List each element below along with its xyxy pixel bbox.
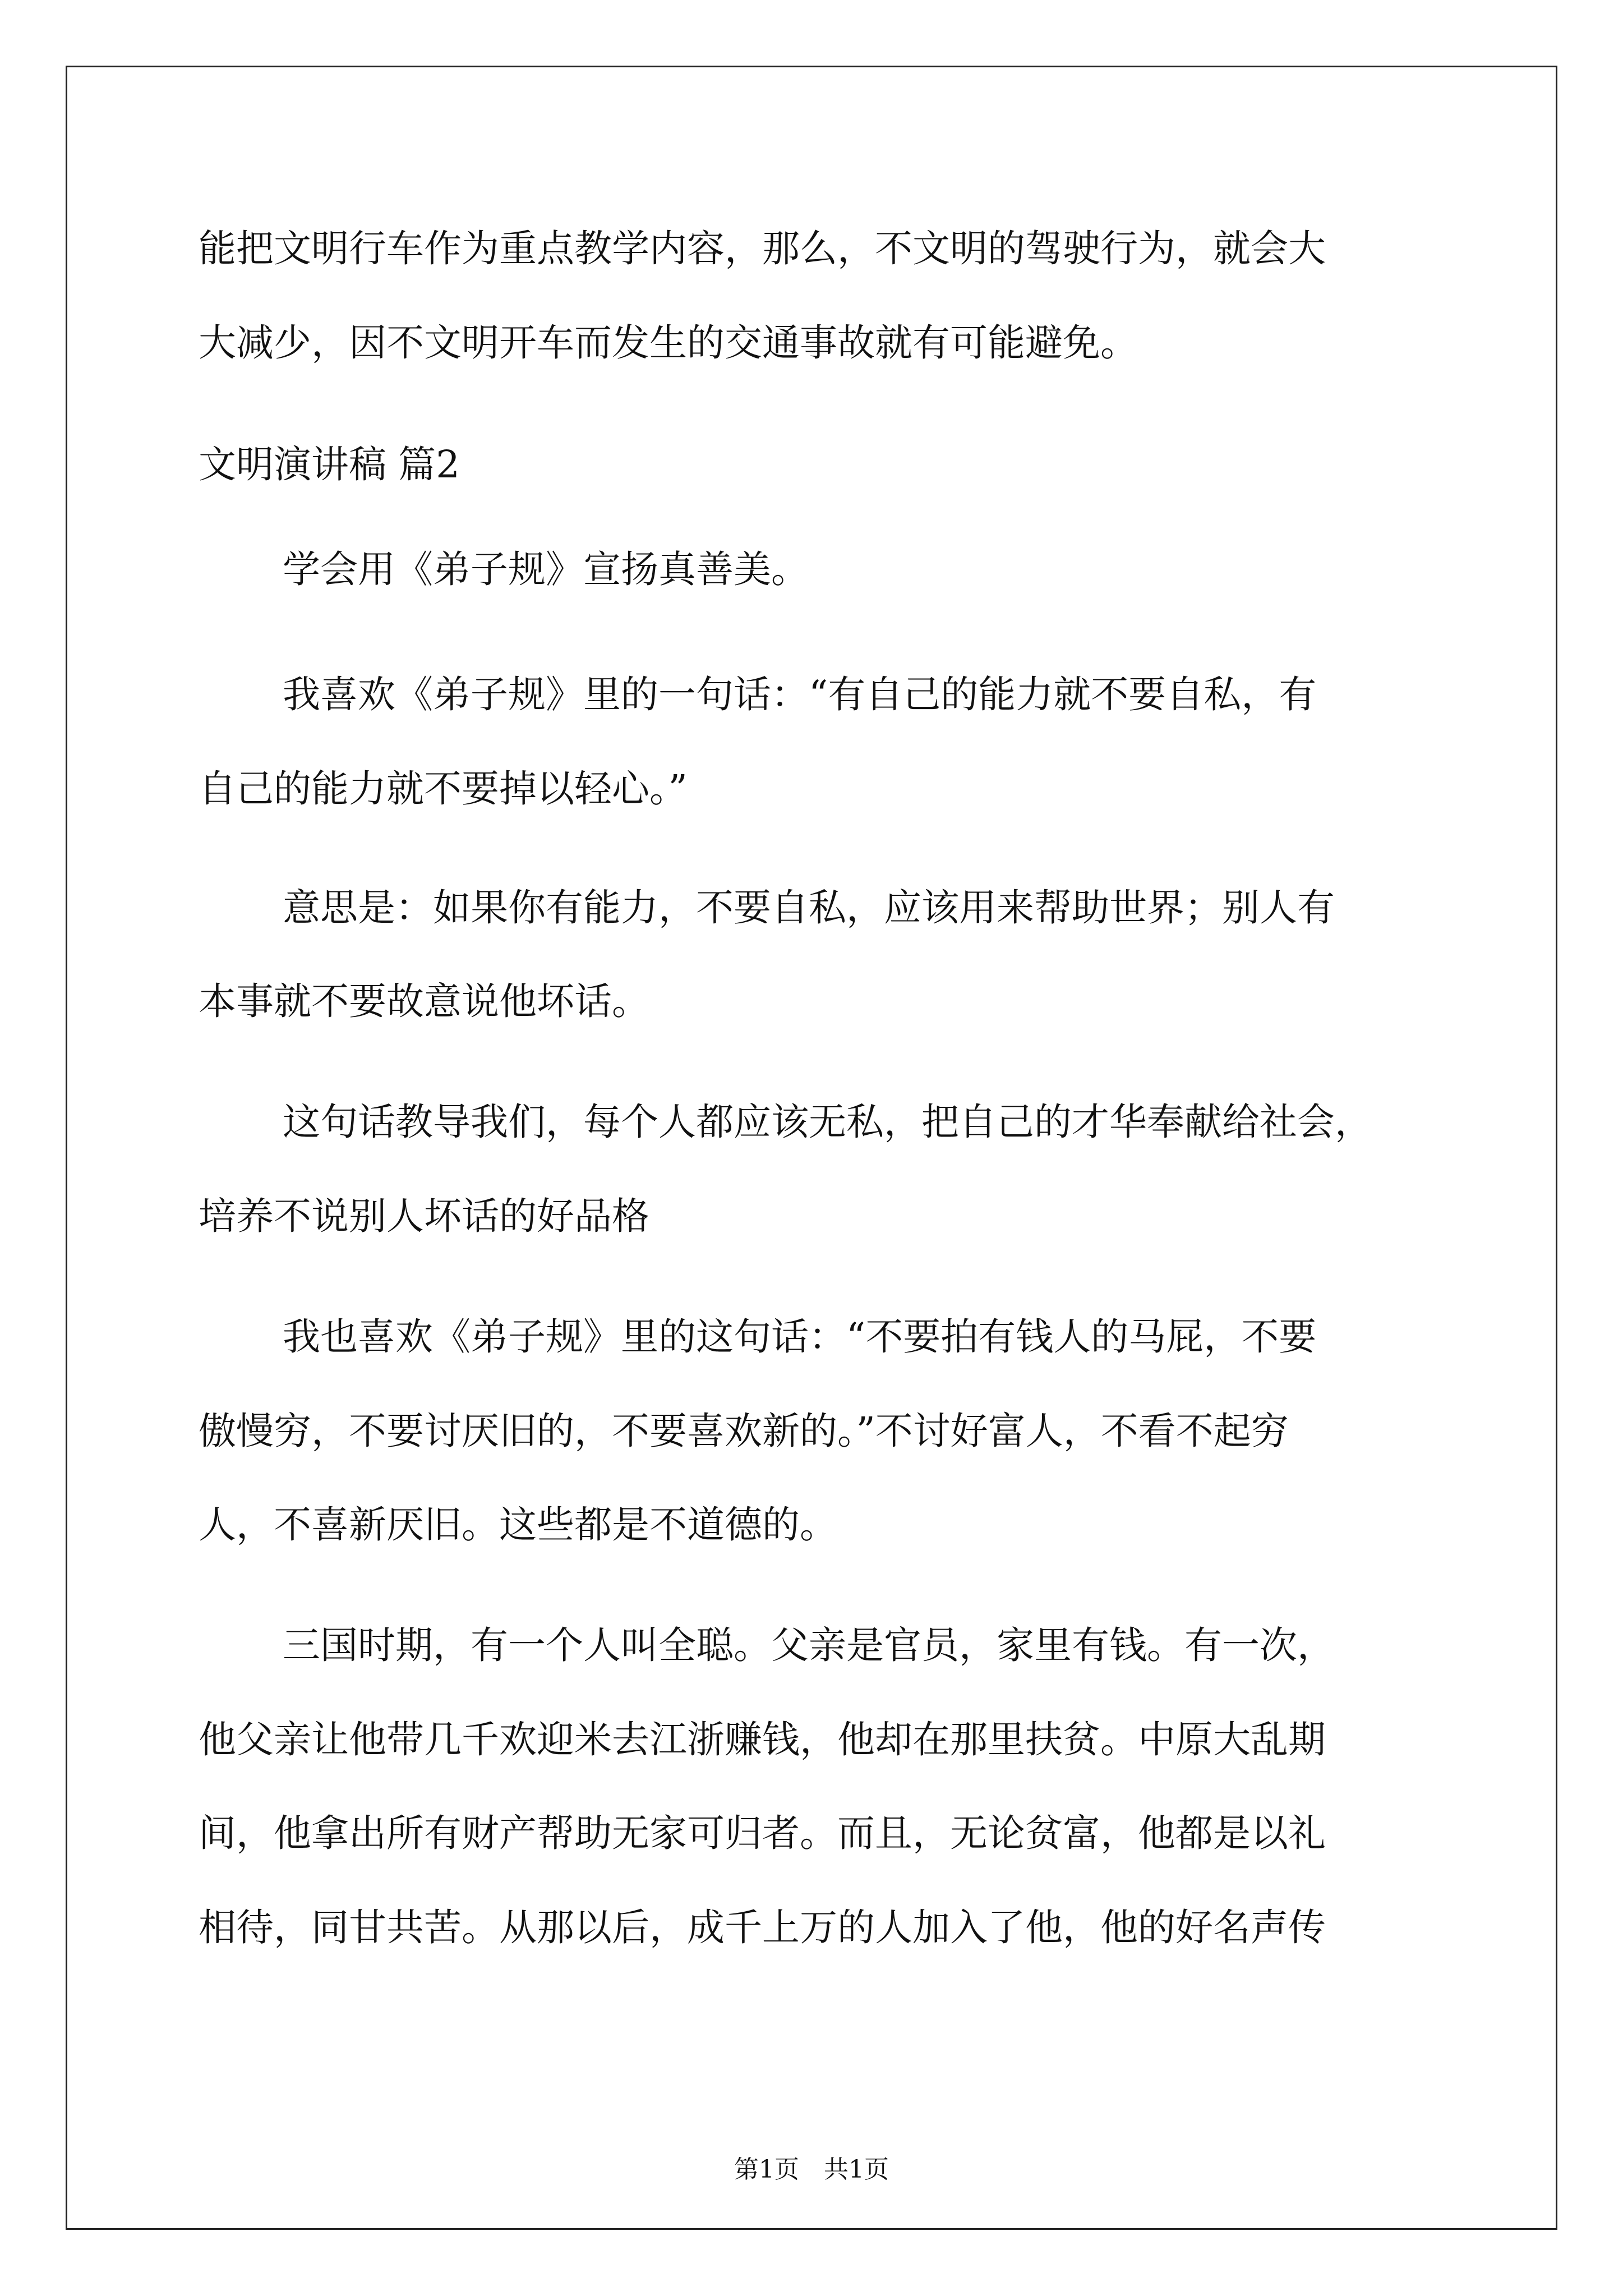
text-line-5: 我喜欢《弟子规》里的一句话：“有自己的能力就不要自私，有 bbox=[283, 673, 1317, 716]
text-line-12: 傲慢穷，不要讨厌旧的，不要喜欢新的。”不讨好富人，不看不起穷 bbox=[199, 1409, 1289, 1453]
text-line-10: 培养不说别人坏话的好品格 bbox=[199, 1194, 649, 1238]
text-line-17: 相待，同甘共苦。从那以后，成千上万的人加入了他，他的好名声传 bbox=[199, 1906, 1326, 1949]
text-line-8: 本事就不要故意说他坏话。 bbox=[199, 979, 649, 1023]
text-line-15: 他父亲让他带几千欢迎米去江浙赚钱，他却在那里扶贫。中原大乱期 bbox=[199, 1718, 1326, 1761]
text-line-4: 学会用《弟子规》宣扬真善美。 bbox=[283, 547, 809, 591]
text-line-2: 大减少，因不文明开车而发生的交通事故就有可能避免。 bbox=[199, 321, 1138, 365]
text-line-16: 间，他拿出所有财产帮助无家可归者。而且，无论贫富，他都是以礼 bbox=[199, 1811, 1326, 1855]
text-line-1: 能把文明行车作为重点教学内容，那么，不文明的驾驶行为，就会大 bbox=[199, 227, 1326, 270]
text-line-13: 人，不喜新厌旧。这些都是不道德的。 bbox=[199, 1503, 837, 1547]
text-line-6: 自己的能力就不要掉以轻心。” bbox=[199, 767, 688, 811]
page-footer: 第1页 共1页 bbox=[734, 2155, 889, 2184]
text-line-7: 意思是：如果你有能力，不要自私，应该用来帮助世界；别人有 bbox=[283, 886, 1335, 930]
text-line-14: 三国时期，有一个人叫全聪。父亲是官员，家里有钱。有一次， bbox=[283, 1623, 1335, 1667]
text-line-9: 这句话教导我们，每个人都应该无私，把自己的才华奉献给社会， bbox=[283, 1100, 1372, 1144]
section-heading: 文明演讲稿 篇2 bbox=[199, 443, 460, 486]
text-line-11: 我也喜欢《弟子规》里的这句话：“不要拍有钱人的马屁，不要 bbox=[283, 1315, 1317, 1359]
